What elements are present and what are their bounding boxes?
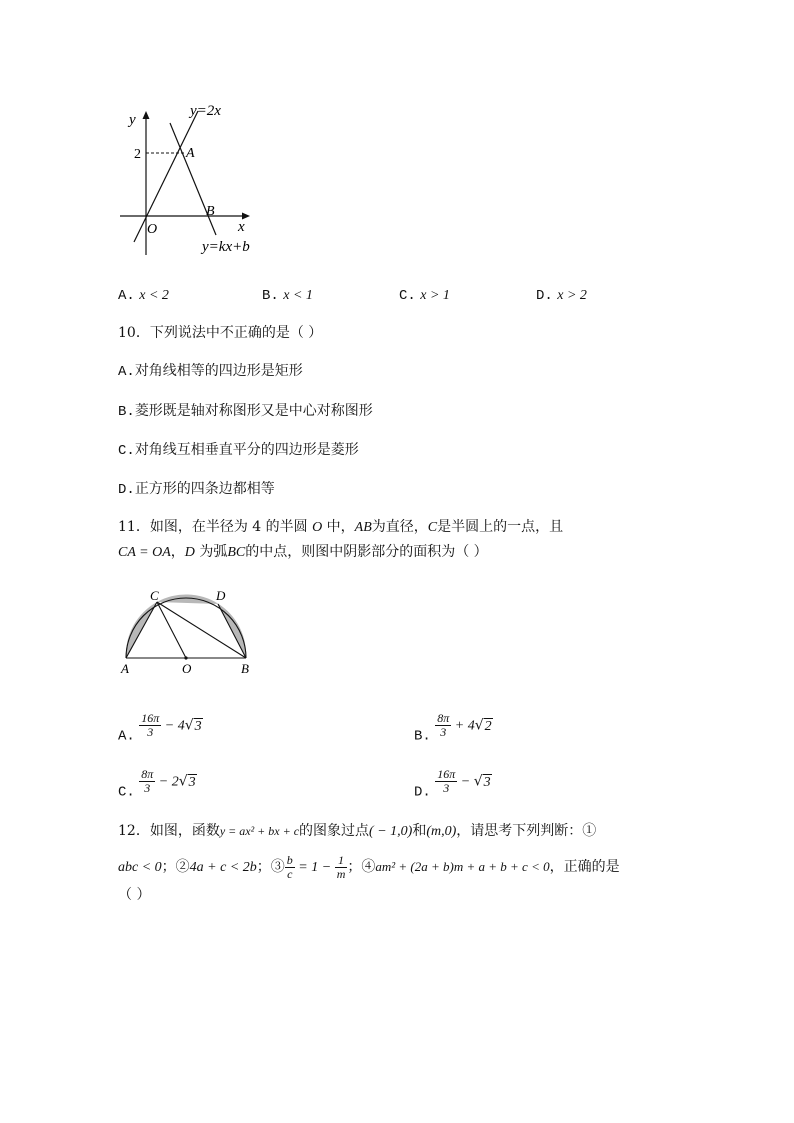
q9-option-a: A. x < 2 bbox=[118, 288, 169, 304]
q10-option-c: C.对角线互相垂直平分的四边形是菱形 bbox=[118, 442, 359, 459]
q10-option-b: B.菱形既是轴对称图形又是中心对称图形 bbox=[118, 403, 373, 420]
label-x: x bbox=[238, 219, 245, 235]
segment-CO bbox=[157, 602, 186, 658]
label-line2: y=kx+b bbox=[202, 239, 250, 255]
q12-stem-line2: abc < 0；②4a + c < 2b；③ $\frac{b}{c}$ = 1 − $\frac{1}{m}$ ；④am² + (2a + b)m + a + b + c < 0，正确的是 bbox=[118, 852, 620, 881]
q11-stem-line2: CA = OA，D 为弧BC的中点，则图中阴影部分的面积为（ ） bbox=[118, 544, 488, 560]
q9-option-b: B. x < 1 bbox=[262, 288, 313, 304]
label-O: O bbox=[147, 222, 158, 237]
q11-stem-line1: 11．如图，在半径为 4 的半圆 O 中，AB为直径，C是半圆上的一点，且 bbox=[118, 519, 564, 535]
center-point-O bbox=[184, 656, 187, 659]
label-A: A bbox=[186, 146, 195, 161]
q11-option-c: C. $\frac{8\pi}{3}$ − 2√3 bbox=[118, 767, 196, 801]
q9-graph bbox=[110, 95, 280, 260]
label-2: 2 bbox=[134, 147, 141, 162]
q10-option-d: D.正方形的四条边都相等 bbox=[118, 481, 275, 498]
q11-option-d: D. $\frac{16\pi}{3}$ − √3 bbox=[414, 767, 491, 801]
label-line1: y=2x bbox=[190, 103, 221, 119]
q11-option-a: A. $\frac{16\pi}{3}$ − 4√3 bbox=[118, 711, 202, 745]
q9-option-d: D. x > 2 bbox=[536, 288, 587, 304]
label-y: y bbox=[129, 112, 136, 128]
q11-figure bbox=[115, 585, 265, 680]
chord-DB bbox=[218, 604, 246, 658]
label-B: B bbox=[206, 204, 215, 219]
q11-option-b: B. $\frac{8\pi}{3}$ + 4√2 bbox=[414, 711, 492, 745]
q9-option-c: C. x > 1 bbox=[399, 288, 450, 304]
fig-label-D: D bbox=[216, 588, 226, 603]
q12-stem-line3: （ ） bbox=[118, 887, 151, 903]
line-y-2x bbox=[134, 111, 198, 242]
chord-CA bbox=[126, 602, 157, 658]
fig-label-O: O bbox=[182, 661, 192, 676]
q10-option-a: A.对角线相等的四边形是矩形 bbox=[118, 363, 303, 380]
y-axis-arrow bbox=[143, 111, 150, 119]
fig-label-A: A bbox=[121, 661, 129, 676]
fig-label-B: B bbox=[241, 661, 249, 676]
fig-label-C: C bbox=[150, 588, 159, 603]
shaded-region-right bbox=[157, 594, 246, 658]
semicircle-arc bbox=[126, 598, 246, 658]
q12-stem-line1: 12．如图，函数y = ax² + bx + c的图象过点( − 1,0)和(m,0)，请思考下列判断：① bbox=[118, 823, 597, 839]
q10-stem: 10．下列说法中不正确的是（ ） bbox=[118, 325, 323, 341]
